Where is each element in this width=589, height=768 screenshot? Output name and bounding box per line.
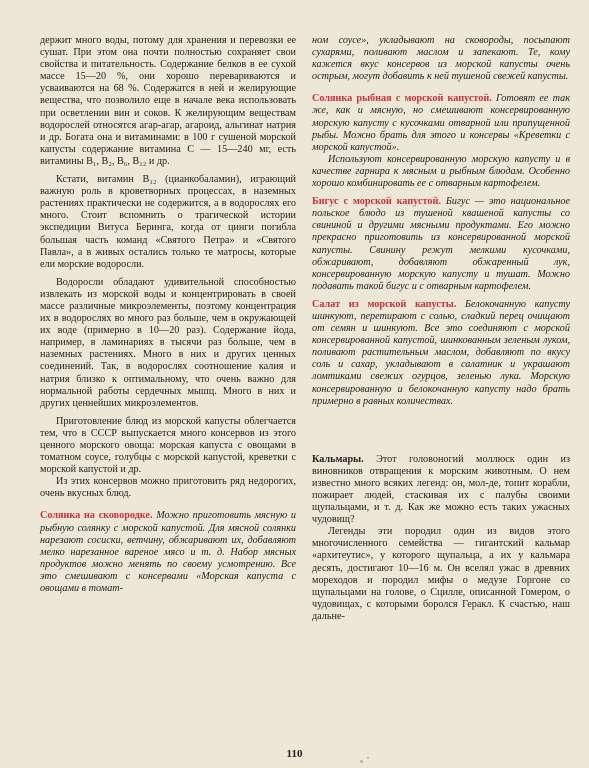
recipe-title: Солянка рыбная с морской капустой. [312, 93, 492, 105]
paragraph: Легенды эти породил один из видов этого многочисленного семейства — гигантский кальмар «архитеутис», у которого щупальца, а их у кальмара десять, достигают 10—16 м. Он вселял ужас в древних мореходов и породил мифы о медузе Горгоне со щупальцами на голове, о Сцилле, описанной Гомером, о чудовищах, с которыми боролся Геракл. К счастью, наш дальне- [312, 526, 570, 622]
recipe-title: Бигус с морской капустой. [312, 196, 441, 208]
section-title: Кальмары. [312, 453, 364, 465]
paragraph: Водоросли обладают удивительной способностью извлекать из морской воды и концентрировать в своей массе различные микроэлементы, поэтому концентрация их в водорослях во много раз больше, чем в окружающей их воде (примерно в 10—20 раз). Содержание йода, например, в ламинариях в тысячи раз больше, чем в наземных растениях. Много в них и других ценных соединений. Так, в водорослях соотношение калия и натрия близко к оптимальному, что очень важно для нормальной работы сердечных мышц. Много в них и других ценнейших микроэлементов. [40, 276, 296, 409]
recipe-text: Можно приготовить мясную и рыбную солянку с морской капустой. Для мясной солянки нарезают сосиски, ветчину, обжаривают их, добавляют мелко нарезанное вареное мясо и т. д. Набор мясных продуктов можно менять по своему усмотрению. Все это смешивают с консервами «Морская капуста с овощами в томат- [40, 510, 296, 595]
paper-spot [360, 760, 363, 763]
recipe-paragraph [40, 510, 296, 595]
recipe-paragraph: ном соусе», укладывают на сковороды, посыпают сухарями, поливают маслом и запекают. Те, кому кажется вкус консервов из морской капусты очень острым, могут добавить к ней тушеной свежей капусты. [312, 35, 570, 83]
recipe-title: Салат из морской капусты. [312, 298, 457, 310]
recipe-text: Бигус — это национальное польское блюдо из тушеной квашеной капусты со свининой и другими мясными продуктами. Его можно прекрасно приготовить из консервированной морской капусты. Свинину режут мелкими кусочками, обжаривают, добавляют обжаренный лук, консервированную морскую капусту и тушат. Можно подавать такой бигус и с отварным картофелем. [312, 196, 570, 292]
left-column [40, 35, 296, 595]
recipe-paragraph [312, 93, 570, 153]
paper-spot [367, 757, 369, 759]
paragraph: Приготовление блюд из морской капусты облегчается тем, что в СССР выпускается много консервов из этого ценного морского овоща: морская капуста с овощами в томатном соусе, голубцы с морской капустой, креветки с морской капустой и др. [40, 415, 296, 476]
page-number: 110 [286, 748, 303, 760]
recipe-title: Солянка на сковородке. [40, 510, 153, 522]
paragraph: Кстати, витамин B₁₂ (цианкобаламин), играющий важную роль в кроветворных процессах, в наземных растениях практически не содержится, а в водорослях его много. Стоит вспомнить о трагической истории экспедиции Витуса Беринга, когда от цинги погибла большая часть команд «Святого Петра» и «Святого Павла», а в живых остались только те матросы, которые ели морские водоросли. [40, 174, 296, 270]
recipe-text: Готовят ее так же, как и мясную, но смешивают консервированную морскую капусту с кусочками отварной или припущенной рыбы. Можно брать для этого и консервы «Креветки с морской капустой». [312, 93, 571, 153]
paragraph: Из этих консервов можно приготовить ряд недорогих, очень вкусных блюд. [40, 476, 296, 500]
recipe-text: Белокочанную капусту шинкуют, перетирают с солью, сладкий перец очищают от семян и шинкуют. Все это соединяют с морской консервированной капустой, шинкованным зеленым луком, поливают растительным маслом, добавляют по вкусу соль и сахар, укладывают в салатник и украшают ломтиками свежих огурцов, зеленью лука. Морскую консервированную и белокочанную капусту надо брать примерно в равных количествах. [312, 298, 570, 407]
paragraph: держит много воды, потому для хранения и перевозки ее сушат. При этом она почти полностью сохраняет свои свойства и питательность. Содержание белков в ее сухой массе 15—20 %, они хорошо перевариваются и усваиваются на 68 %. Содержатся в ней и желирующие вещества, что позволило еще в начале века использовать при осветлении вин и соков. К желирующим веществам водорослей относятся агар-агар, агароид, альгинат натрия и др. Богата она и витаминами: в 100 г сушеной морской капусты содержание витамина С — 15—240 мг, есть витамины B₁, B₂, B₆, B₁₂ и др. [40, 35, 296, 167]
recipe-paragraph [312, 299, 570, 408]
right-column [312, 35, 570, 623]
section-paragraph [312, 454, 570, 527]
recipe-paragraph: Используют консервированную морскую капусту и в качестве гарнира к мясным и рыбным блюдам. Особенно хорошо комбинировать ее с отварным картофелем. [312, 153, 570, 190]
recipe-paragraph [312, 196, 570, 293]
section-text: Этот головоногий моллюск один из виновников отвращения к морским животным. О нем известно много всяких легенд: он, мол-де, топит корабли, пожирает людей, стаскивая их с палубы своими щупальцами, и т. д. Как же можно есть таких ужасных чудовищ? [312, 453, 570, 526]
